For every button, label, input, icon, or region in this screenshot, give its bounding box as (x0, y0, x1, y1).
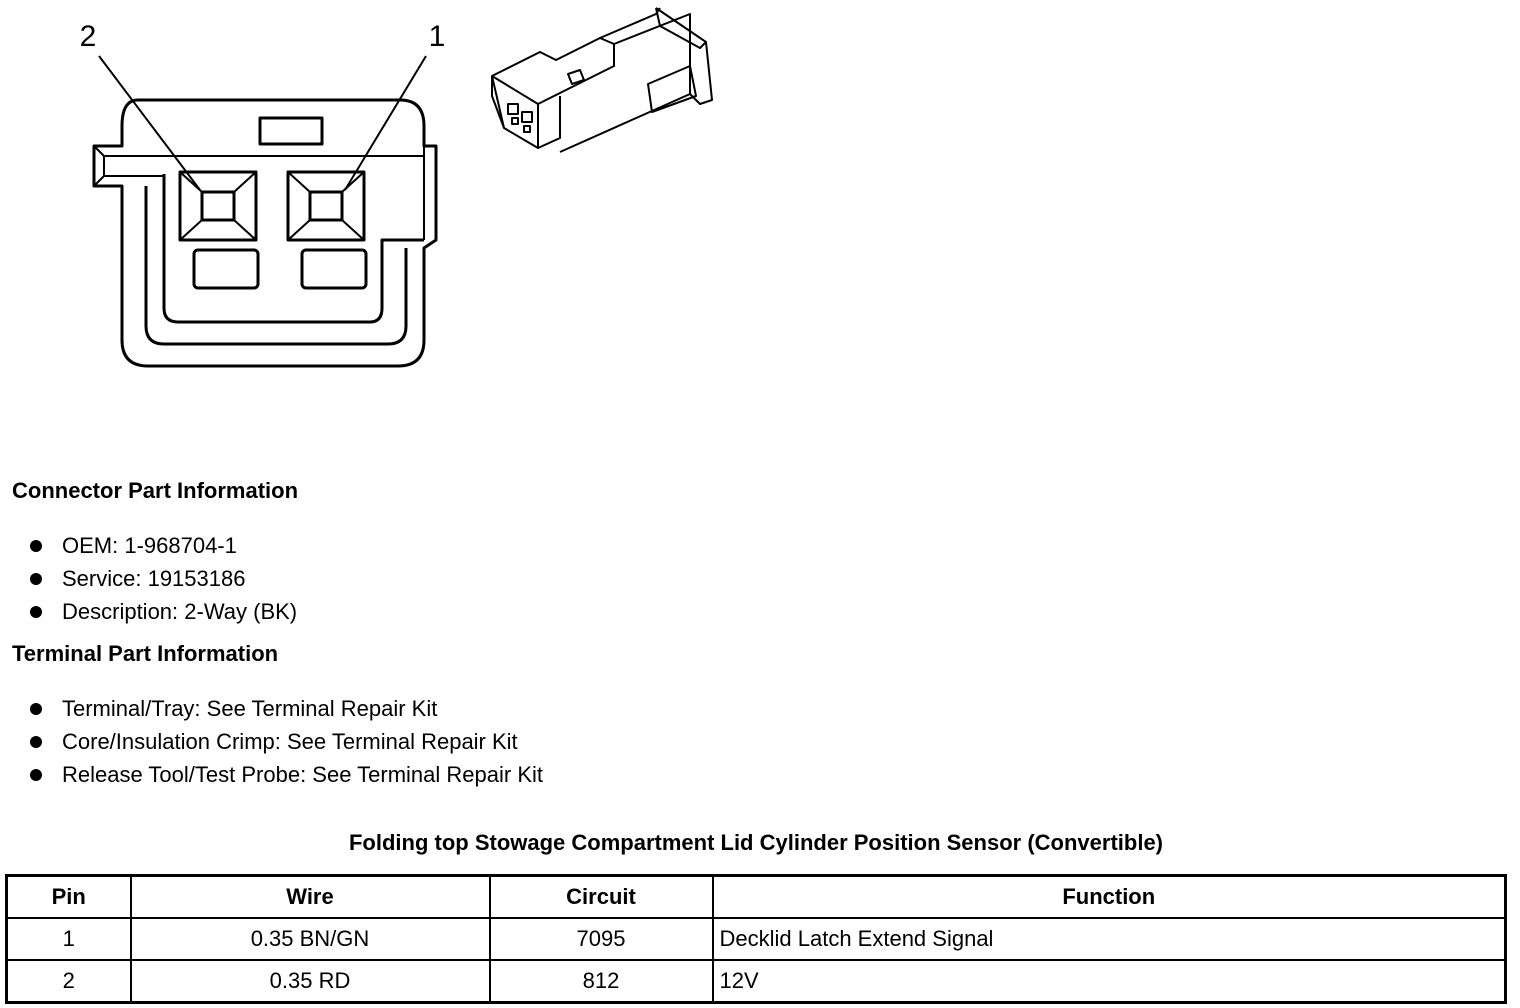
table-row (7, 960, 1506, 1003)
connector-3d-illustration (492, 8, 712, 152)
table-title: Folding top Stowage Compartment Lid Cylinder Position Sensor (Convertible) (348, 830, 1164, 855)
cell-function: Decklid Latch Extend Signal (713, 918, 1506, 960)
bullet-icon (30, 736, 42, 748)
pinout-table (5, 874, 1507, 1004)
table-row (7, 918, 1506, 960)
connector-info-list (28, 529, 297, 628)
list-item: Release Tool/Test Probe: See Terminal Repair Kit (28, 758, 543, 791)
bullet-icon (30, 573, 42, 585)
list-item: Terminal/Tray: See Terminal Repair Kit (28, 692, 543, 725)
terminal-cavity-2 (180, 172, 256, 240)
cell-function: 12V (713, 960, 1506, 1003)
cell-wire: 0.35 BN/GN (131, 918, 490, 960)
list-item: Description: 2-Way (BK) (28, 595, 297, 628)
bullet-icon (30, 606, 42, 618)
list-item: Core/Insulation Crimp: See Terminal Repair Kit (28, 725, 543, 758)
connector-diagram (0, 0, 760, 400)
bullet-icon (30, 703, 42, 715)
column-header-pin: Pin (7, 876, 131, 919)
connector-info-heading: Connector Part Information (12, 478, 299, 503)
list-item: OEM: 1-968704-1 (28, 529, 297, 562)
cell-wire: 0.35 RD (131, 960, 490, 1003)
cell-circuit: 7095 (490, 918, 713, 960)
column-header-circuit: Circuit (490, 876, 713, 919)
table-header-row (7, 876, 1506, 919)
cell-circuit: 812 (490, 960, 713, 1003)
terminal-info-list (28, 692, 543, 791)
cell-pin: 1 (7, 918, 131, 960)
terminal-info-heading: Terminal Part Information (12, 641, 279, 666)
pin-label-2: 2 (79, 20, 97, 53)
bullet-icon (30, 540, 42, 552)
terminal-cavity-1 (288, 172, 364, 240)
list-item: Service: 19153186 (28, 562, 297, 595)
column-header-wire: Wire (131, 876, 490, 919)
column-header-function: Function (713, 876, 1506, 919)
bullet-icon (30, 769, 42, 781)
pin-label-1: 1 (428, 20, 446, 53)
cell-pin: 2 (7, 960, 131, 1003)
